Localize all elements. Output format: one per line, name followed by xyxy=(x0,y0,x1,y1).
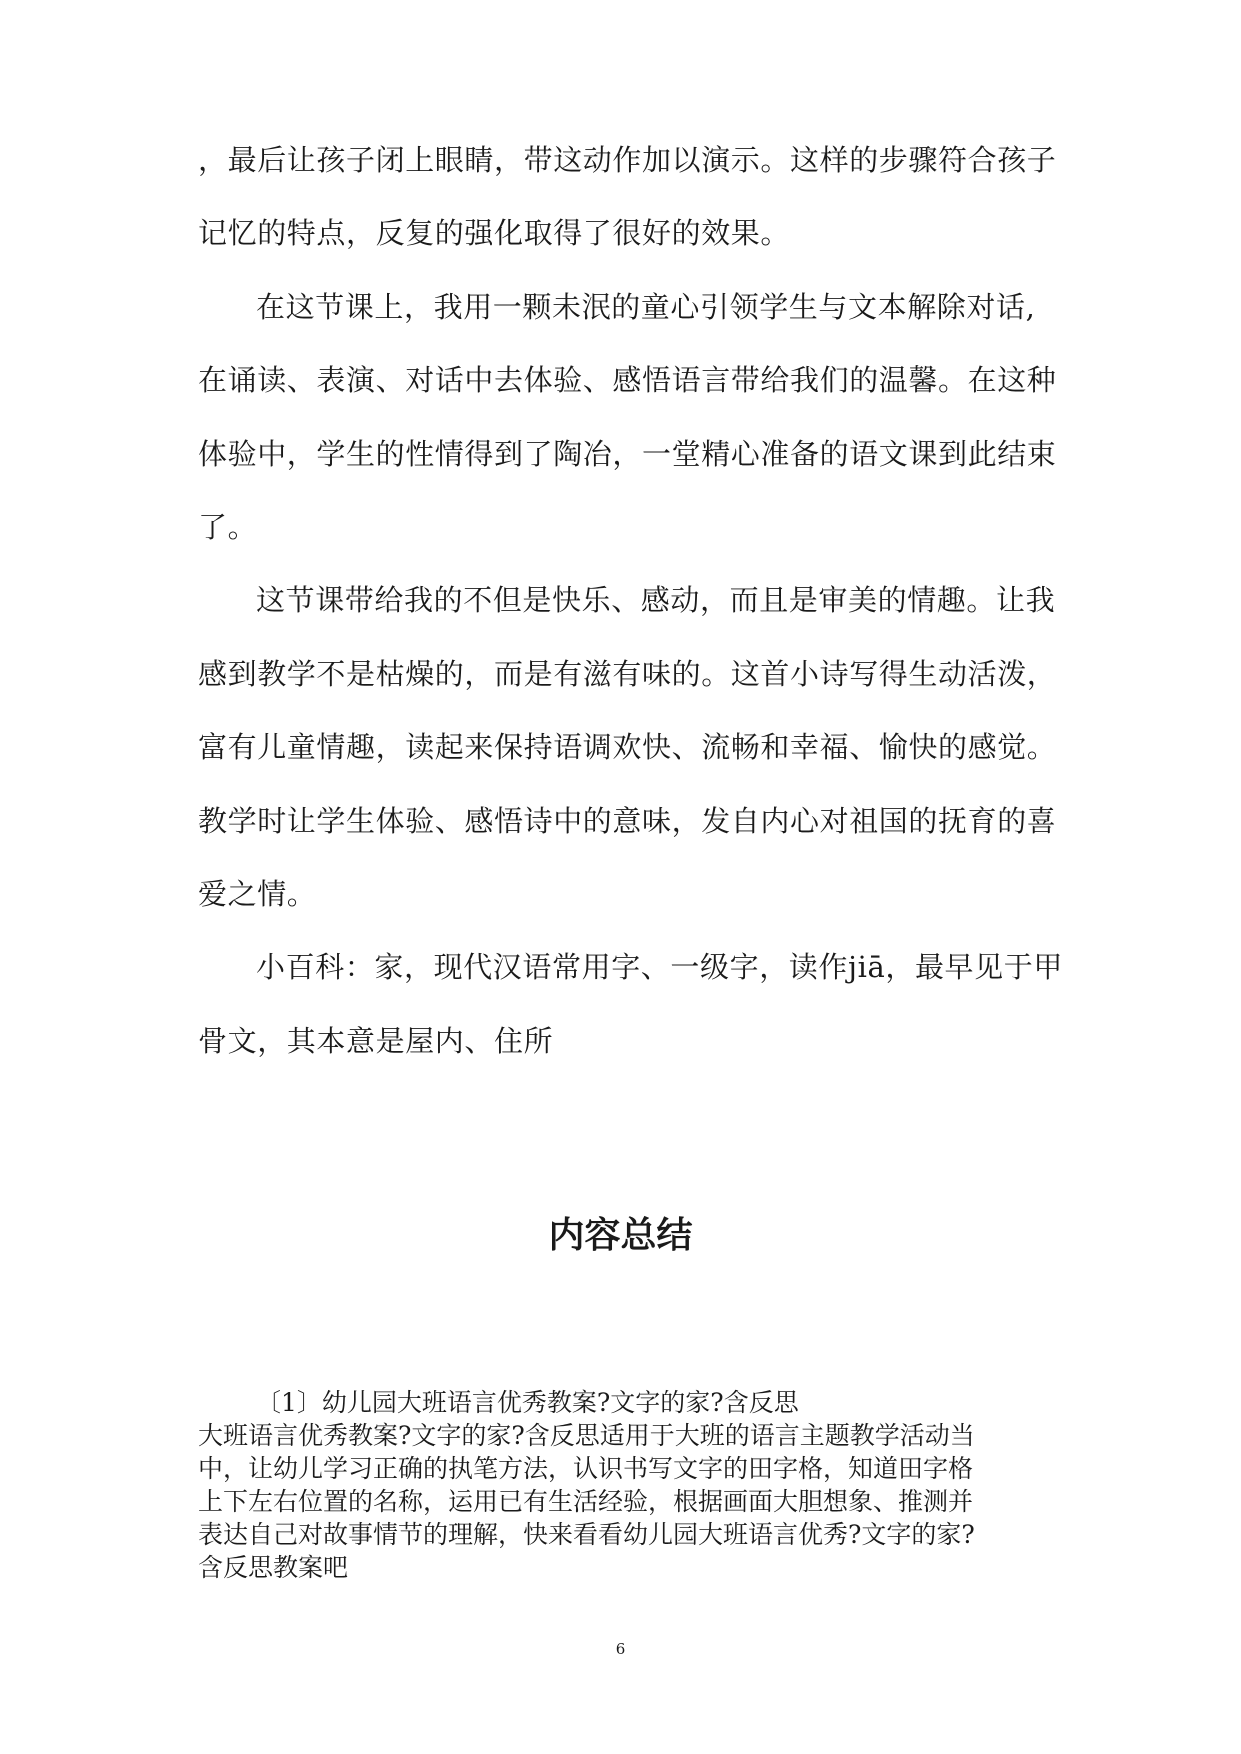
summary-line: 上下左右位置的名称，运用已有生活经验，根据画面大胆想象、推测并 xyxy=(198,1487,974,1516)
body-line: 教学时让学生体验、感悟诗中的意味，发自内心对祖国的抚育的喜 xyxy=(198,803,1057,838)
summary-line: 中，让幼儿学习正确的执笔方法，认识书写文字的田字格，知道田字格 xyxy=(198,1454,974,1483)
body-line: 小百科：家，现代汉语常用字、一级字，读作jiā，最早见于甲 xyxy=(256,950,1063,985)
body-line: 爱之情。 xyxy=(198,877,317,911)
page-number: 6 xyxy=(615,1640,626,1658)
body-line: 在诵读、表演、对话中去体验、感悟语言带给我们的温馨。在这种 xyxy=(198,363,1057,398)
summary-text xyxy=(198,1386,1058,1584)
body-line: 骨文，其本意是屋内、住所 xyxy=(198,1023,554,1058)
body-line: 记忆的特点，反复的强化取得了很好的效果。 xyxy=(198,216,791,251)
body-line: 了。 xyxy=(198,510,258,544)
summary-line: 大班语言优秀教案?文字的家?含反思适用于大班的语言主题教学活动当 xyxy=(198,1421,975,1450)
body-line: 感到教学不是枯燥的，而是有滋有味的。这首小诗写得生动活泼， xyxy=(198,656,1057,691)
summary-title: 内容总结 xyxy=(548,1215,693,1256)
body-line: 在这节课上，我用一颗未泯的童心引领学生与文本解除对话, xyxy=(256,289,1036,324)
body-line: 体验中，学生的性情得到了陶冶，一堂精心准备的语文课到此结束 xyxy=(198,436,1057,471)
body-line: 富有儿童情趣，读起来保持语调欢快、流畅和幸福、愉快的感觉。 xyxy=(198,730,1057,765)
summary-line: 〔1〕幼儿园大班语言优秀教案?文字的家?含反思 xyxy=(256,1388,799,1417)
summary-line: 含反思教案吧 xyxy=(198,1553,349,1582)
summary-line: 表达自己对故事情节的理解，快来看看幼儿园大班语言优秀?文字的家? xyxy=(198,1520,975,1549)
body-line: ，最后让孩子闭上眼睛，带这动作加以演示。这样的步骤符合孩子 xyxy=(198,143,1057,177)
body-line: 这节课带给我的不但是快乐、感动，而且是审美的情趣。让我 xyxy=(256,583,1056,618)
